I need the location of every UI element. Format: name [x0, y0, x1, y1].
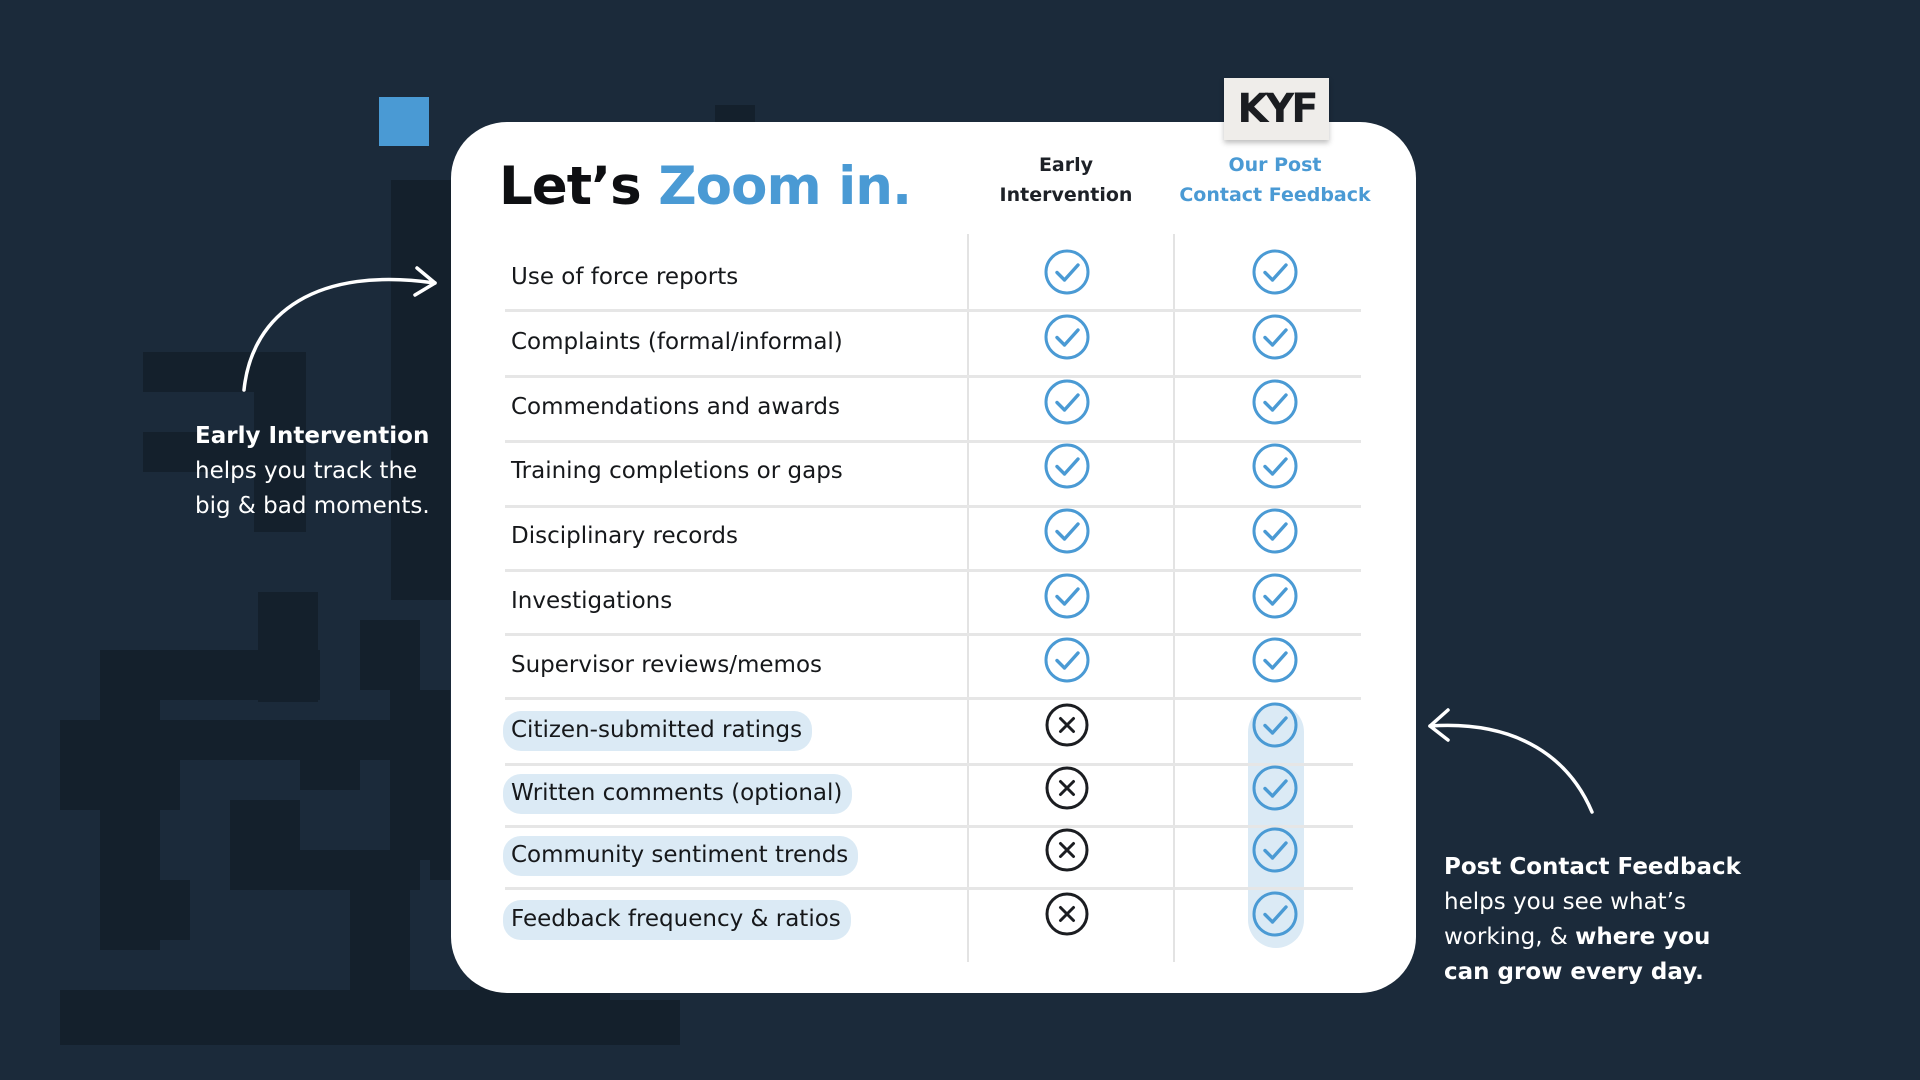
- early-intervention-note: [195, 419, 430, 524]
- column-header-line: Contact Feedback: [1179, 184, 1371, 206]
- accent-square: [379, 97, 429, 146]
- note-line: helps you see what’s: [1444, 889, 1686, 915]
- note-line: [1444, 920, 1741, 955]
- column-header-line: Intervention: [999, 184, 1133, 206]
- row-label: Supervisor reviews/memos: [511, 652, 823, 678]
- pixel-block: [60, 720, 420, 760]
- row-divider: [505, 697, 1361, 700]
- page-title: [499, 156, 911, 217]
- post-contact-feedback-note: [1444, 850, 1741, 990]
- pixel-block: [230, 800, 300, 890]
- x-circle-icon: [1042, 825, 1092, 875]
- row-label: Commendations and awards: [511, 394, 840, 420]
- curved-arrow-icon: [230, 258, 450, 398]
- note-text: working, &: [1444, 924, 1576, 950]
- title-prefix: Let’s: [499, 156, 659, 217]
- column-header-line: Early: [1038, 154, 1094, 176]
- pixel-block: [560, 1000, 680, 1045]
- check-circle-icon: [1250, 825, 1300, 875]
- check-circle-icon: [1250, 506, 1300, 556]
- check-circle-icon: [1042, 377, 1092, 427]
- note-emphasis: where you: [1575, 924, 1711, 950]
- note-line: [195, 419, 430, 454]
- note-line: helps you track the: [195, 458, 418, 484]
- check-circle-icon: [1250, 377, 1300, 427]
- row-label: Feedback frequency & ratios: [503, 900, 851, 940]
- check-circle-icon: [1250, 700, 1300, 750]
- column-header-early-intervention: [956, 150, 1176, 210]
- row-label: Complaints (formal/informal): [511, 329, 843, 355]
- row-label: Community sentiment trends: [503, 836, 858, 876]
- row-divider: [505, 825, 1353, 828]
- row-label: Use of force reports: [511, 264, 739, 290]
- pixel-block: [350, 890, 410, 990]
- note-line: [1444, 850, 1741, 885]
- pixel-block: [360, 620, 420, 690]
- check-circle-icon: [1250, 441, 1300, 491]
- row-divider: [505, 375, 1361, 378]
- x-circle-icon: [1042, 763, 1092, 813]
- check-circle-icon: [1042, 571, 1092, 621]
- note-emphasis: Early Intervention: [195, 423, 430, 449]
- check-circle-icon: [1250, 312, 1300, 362]
- pixel-block: [140, 880, 190, 940]
- column-header-post-contact-feedback: [1165, 150, 1385, 210]
- row-label: Disciplinary records: [511, 523, 739, 549]
- check-circle-icon: [1250, 635, 1300, 685]
- curved-arrow-icon: [1420, 700, 1600, 820]
- check-circle-icon: [1250, 247, 1300, 297]
- check-circle-icon: [1250, 763, 1300, 813]
- check-circle-icon: [1250, 889, 1300, 939]
- note-emphasis: can grow every day.: [1444, 959, 1704, 985]
- pixel-block: [60, 760, 180, 810]
- column-divider: [967, 234, 969, 962]
- check-circle-icon: [1042, 635, 1092, 685]
- row-label: Citizen-submitted ratings: [503, 711, 812, 751]
- check-circle-icon: [1042, 506, 1092, 556]
- pixel-block: [60, 990, 480, 1045]
- row-divider: [505, 887, 1353, 890]
- pixel-block: [300, 720, 360, 790]
- pixel-block: [258, 592, 318, 702]
- row-divider: [505, 309, 1361, 312]
- column-divider: [1173, 234, 1175, 962]
- check-circle-icon: [1250, 571, 1300, 621]
- row-label: Written comments (optional): [503, 774, 852, 814]
- row-label: Investigations: [511, 588, 673, 614]
- row-divider: [505, 569, 1361, 572]
- row-divider: [505, 505, 1361, 508]
- title-accent: Zoom in.: [658, 156, 912, 217]
- column-header-line: Our Post: [1228, 154, 1322, 176]
- row-divider: [505, 763, 1353, 766]
- row-divider: [505, 440, 1361, 443]
- check-circle-icon: [1042, 247, 1092, 297]
- check-circle-icon: [1042, 312, 1092, 362]
- note-line: [1444, 955, 1741, 990]
- x-circle-icon: [1042, 889, 1092, 939]
- kyf-logo: KYF: [1224, 78, 1329, 140]
- row-divider: [505, 633, 1361, 636]
- x-circle-icon: [1042, 700, 1092, 750]
- note-emphasis: Post Contact Feedback: [1444, 854, 1741, 880]
- row-label: Training completions or gaps: [511, 458, 843, 484]
- pixel-block: [430, 800, 450, 880]
- check-circle-icon: [1042, 441, 1092, 491]
- note-line: big & bad moments.: [195, 493, 430, 519]
